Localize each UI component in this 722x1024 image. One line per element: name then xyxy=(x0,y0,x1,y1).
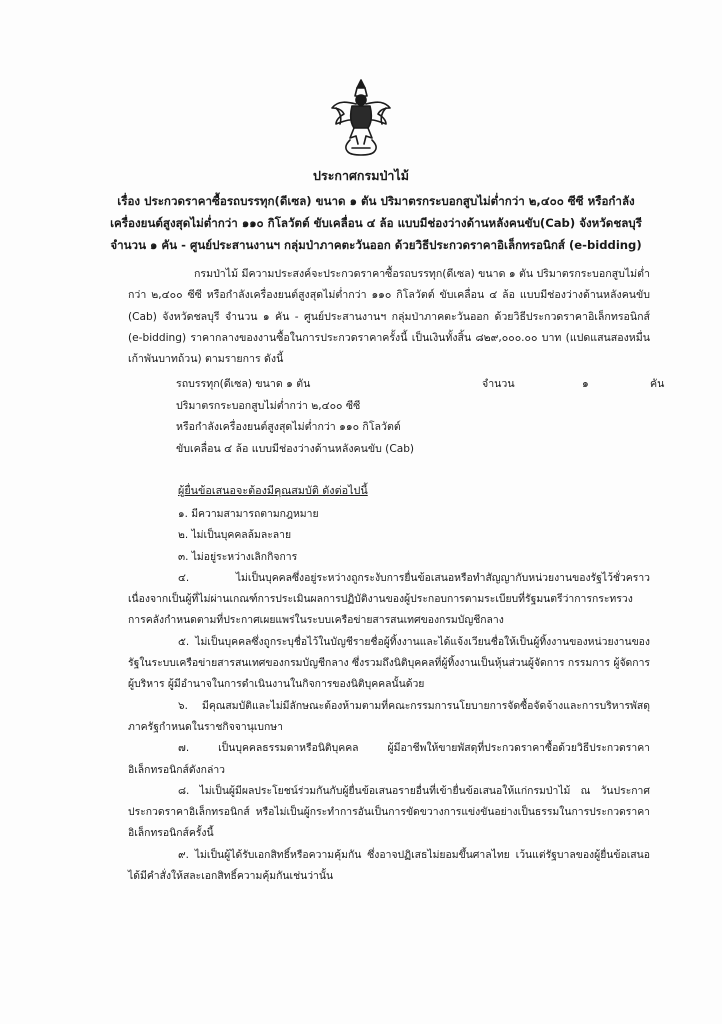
garuda-emblem-icon xyxy=(330,78,392,158)
subject-line-3: จำนวน ๑ คัน - ศูนย์ประสานงานฯ กลุ่มป่าภาคตะวันออก ด้วยวิธีประกวดราคาอิเล็กทรอนิกส์ (e-bidding) xyxy=(110,238,642,252)
qualification-item: ๕. ไม่เป็นบุคคลซึ่งถูกระบุชื่อไว้ในบัญชีรายชื่อผู้ทิ้งงานและได้แจ้งเวียนชื่อให้เป็นผู้ทิ้งงานของหน่วยงานของรัฐในระบบเครือข่ายสารสนเทศของกรมบัญชีกลาง ซึ่งรวมถึงนิติบุคคลที่ผู้ทิ้งงานเป็นหุ้นส่วนผู้จัดการ กรรมการ ผู้จัดการ ผู้บริหาร ผู้มีอำนาจในการดำเนินงานในกิจการของนิติบุคคลนั้นด้วย xyxy=(128,635,650,691)
qualification-item: ๖. มีคุณสมบัติและไม่มีลักษณะต้องห้ามตามที่คณะกรรมการนโยบายการจัดซื้อจัดจ้างและการบริหารพัสดุภาครัฐกำหนดในราชกิจจานุเบกษา xyxy=(128,699,650,733)
intro-text: กรมป่าไม้ มีความประสงค์จะประกวดราคาซื้อรถบรรทุก(ดีเซล) ขนาด ๑ ตัน ปริมาตรกระบอกสูบไม่ต่ำกว่า ๒,๔๐๐ ซีซี หรือกำลังเครื่องยนต์สูงสุดไม่ต่ำกว่า ๑๑๐ กิโลวัตต์ ขับเคลื่อน ๔ ล้อ แบบมีช่องว่างด้านหลังคนขับ (Cab) จังหวัดชลบุรี จำนวน ๑ คัน - ศูนย์ประสานงานฯ กลุ่มป่าภาคตะวันออก ด้วยวิธีประกวดราคาอิเล็กทรอนิกส์ (e-bidding) ราคากลางของงานซื้อในการประกวดราคาครั้งนี้ เป็นเงินทั้งสิ้น ๘๒๙,๐๐๐.๐๐ บาท (แปดแสนสองหมื่นเก้าพันบาทถ้วน) ตามรายการ ดังนี้ xyxy=(128,268,650,366)
quantity-value: ๑ xyxy=(582,378,589,390)
item-line xyxy=(176,417,656,439)
item-name: รถบรรทุก(ดีเซล) ขนาด ๑ ตัน xyxy=(176,378,311,390)
subject-line-2: เครื่องยนต์สูงสุดไม่ต่ำกว่า ๑๑๐ กิโลวัตต์ ขับเคลื่อน ๔ ล้อ แบบมีช่องว่างด้านหลังคนขับ(Cab) จังหวัดชลบุรี xyxy=(110,216,642,230)
qualification-item: ๘. ไม่เป็นผู้มีผลประโยชน์ร่วมกันกับผู้ยื่นข้อเสนอรายอื่นที่เข้ายื่นข้อเสนอให้แก่กรมป่าไม้ ณ วันประกาศประกวดราคาอิเล็กทรอนิกส์ หรือไม่เป็นผู้กระทำการอันเป็นการขัดขวางการแข่งขันอย่างเป็นธรรมในการประกวดราคาอิเล็กทรอนิกส์ครั้งนี้ xyxy=(128,784,650,840)
intro-paragraph xyxy=(128,264,650,370)
qualification-item: ๓. ไม่อยู่ระหว่างเลิกกิจการ xyxy=(178,550,298,563)
item-line xyxy=(176,439,656,461)
quantity-unit: คัน xyxy=(650,378,665,390)
item-specification xyxy=(176,374,665,460)
item-line xyxy=(176,374,665,396)
qualifications-list xyxy=(128,504,650,887)
qualification-item: ๒. ไม่เป็นบุคคลล้มละลาย xyxy=(178,529,292,542)
item-spec-power: หรือกำลังเครื่องยนต์สูงสุดไม่ต่ำกว่า ๑๑๐ กิโลวัตต์ xyxy=(176,421,401,433)
qualification-item: ๗. เป็นบุคคลธรรมดาหรือนิติบุคคล ผู้มีอาชีพให้ขายพัสดุที่ประกวดราคาซื้อด้วยวิธีประกวดราคาอิเล็กทรอนิกส์ดังกล่าว xyxy=(128,742,650,776)
announcement-subject xyxy=(100,190,652,256)
qualification-item: ๑. มีความสามารถตามกฎหมาย xyxy=(178,508,319,520)
qualifications-heading: ผู้ยื่นข้อเสนอจะต้องมีคุณสมบัติ ดังต่อไปนี้ xyxy=(178,484,368,497)
subject-line-1: เรื่อง ประกวดราคาซื้อรถบรรทุก(ดีเซล) ขนาด ๑ ตัน ปริมาตรกระบอกสูบไม่ต่ำกว่า ๒,๔๐๐ ซีซี หรือกำลัง xyxy=(117,194,635,208)
announcement-agency: ประกาศกรมป่าไม้ xyxy=(313,168,409,183)
item-line xyxy=(176,396,656,418)
qualification-item: ๙. ไม่เป็นผู้ได้รับเอกสิทธิ์หรือความคุ้มกัน ซึ่งอาจปฏิเสธไม่ยอมขึ้นศาลไทย เว้นแต่รัฐบาลของผู้ยื่นข้อเสนอได้มีคำสั่งให้สละเอกสิทธิ์ความคุ้มกันเช่นว่านั้น xyxy=(128,848,650,883)
item-spec-displacement: ปริมาตรกระบอกสูบไม่ต่ำกว่า ๒,๔๐๐ ซีซี xyxy=(176,399,361,412)
qualification-item: ๔. ไม่เป็นบุคคลซึ่งอยู่ระหว่างถูกระงับการยื่นข้อเสนอหรือทำสัญญากับหน่วยงานของรัฐไว้ชั่วคราว เนื่องจากเป็นผู้ที่ไม่ผ่านเกณฑ์การประเมินผลการปฏิบัติงานของผู้ประกอบการตามระเบียบที่รัฐมนตรีว่าการกระทรวงการคลังกำหนดตามที่ประกาศเผยแพร่ในระบบเครือข่ายสารสนเทศของกรมบัญชีกลาง xyxy=(128,571,650,627)
quantity-label: จำนวน xyxy=(482,378,515,390)
item-spec-drive: ขับเคลื่อน ๔ ล้อ แบบมีช่องว่างด้านหลังคนขับ (Cab) xyxy=(176,442,415,455)
